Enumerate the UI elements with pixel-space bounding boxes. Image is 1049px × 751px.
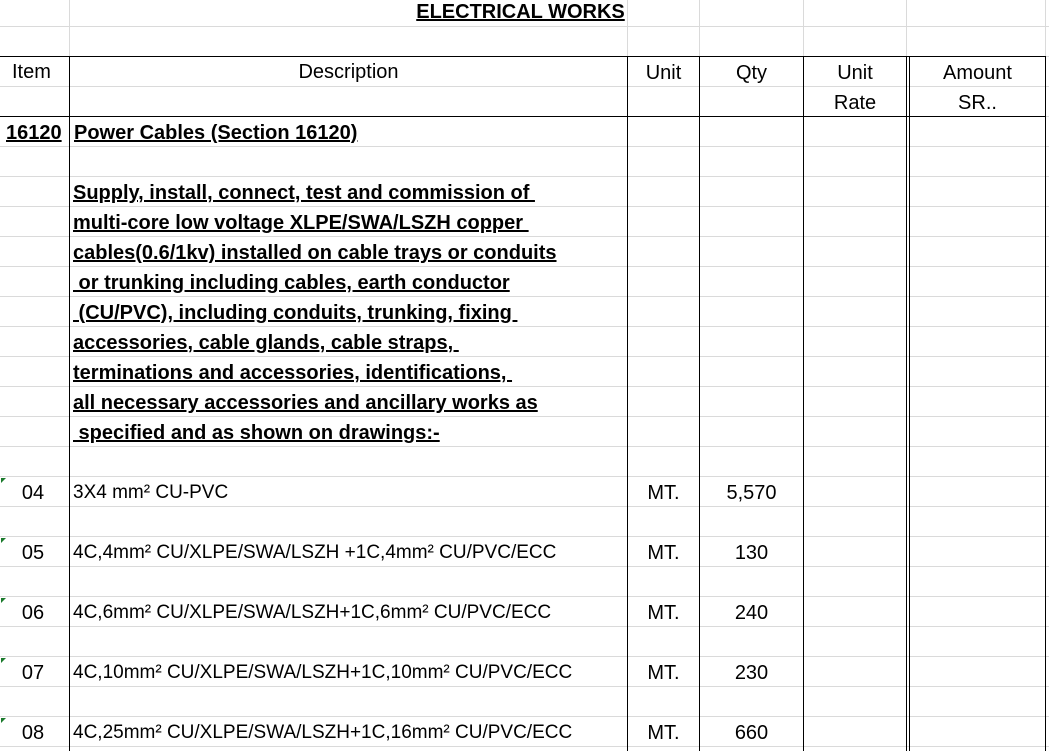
row-description: 4C,25mm² CU/XLPE/SWA/LSZH+1C,16mm² CU/PVC/ECC bbox=[73, 722, 573, 743]
description-line: Supply, install, connect, test and commission of bbox=[73, 182, 535, 204]
row-description: 4C,4mm² CU/XLPE/SWA/LSZH +1C,4mm² CU/PVC/ECC bbox=[73, 542, 557, 563]
row-qty: 130 bbox=[734, 542, 769, 564]
row-unit: MT. bbox=[647, 542, 680, 564]
header-item: Item bbox=[12, 61, 51, 83]
description-line: accessories, cable glands, cable straps, bbox=[73, 332, 459, 354]
description-line: cables(0.6/1kv) installed on cable trays or conduits bbox=[73, 242, 557, 264]
header-unit-rate-line1: Unit bbox=[837, 62, 873, 84]
description-line: specified and as shown on drawings:- bbox=[73, 422, 440, 444]
header-unit-rate-line2: Rate bbox=[833, 92, 877, 114]
row-description: 4C,10mm² CU/XLPE/SWA/LSZH+1C,10mm² CU/PVC/ECC bbox=[73, 662, 573, 683]
row-description: 3X4 mm² CU-PVC bbox=[73, 482, 229, 503]
header-qty: Qty bbox=[735, 62, 768, 84]
row-unit: MT. bbox=[647, 662, 680, 684]
row-description: 4C,6mm² CU/XLPE/SWA/LSZH+1C,6mm² CU/PVC/ECC bbox=[73, 602, 552, 623]
header-description: Description bbox=[298, 61, 399, 83]
sheet-title: ELECTRICAL WORKS bbox=[416, 1, 625, 23]
row-unit: MT. bbox=[647, 602, 680, 624]
row-item-number: 06 bbox=[21, 602, 45, 624]
row-qty: 5,570 bbox=[726, 482, 777, 504]
row-item-number: 07 bbox=[21, 662, 45, 684]
description-line: or trunking including cables, earth conductor bbox=[73, 272, 510, 294]
row-qty: 660 bbox=[734, 722, 769, 744]
row-item-number: 08 bbox=[21, 722, 45, 744]
row-qty: 230 bbox=[734, 662, 769, 684]
section-title: Power Cables (Section 16120) bbox=[74, 122, 358, 144]
description-line: all necessary accessories and ancillary works as bbox=[73, 392, 538, 414]
header-amount-line2: SR.. bbox=[958, 92, 997, 114]
row-item-number: 04 bbox=[21, 482, 45, 504]
description-line: (CU/PVC), including conduits, trunking, fixing bbox=[73, 302, 518, 324]
row-qty: 240 bbox=[734, 602, 769, 624]
row-unit: MT. bbox=[647, 722, 680, 744]
description-line: terminations and accessories, identifications, bbox=[73, 362, 513, 384]
description-line: multi-core low voltage XLPE/SWA/LSZH copper bbox=[73, 212, 529, 234]
row-unit: MT. bbox=[647, 482, 680, 504]
header-unit: Unit bbox=[645, 62, 682, 84]
header-amount-line1: Amount bbox=[943, 62, 1012, 84]
row-item-number: 05 bbox=[21, 542, 45, 564]
section-item-number: 16120 bbox=[6, 122, 62, 144]
